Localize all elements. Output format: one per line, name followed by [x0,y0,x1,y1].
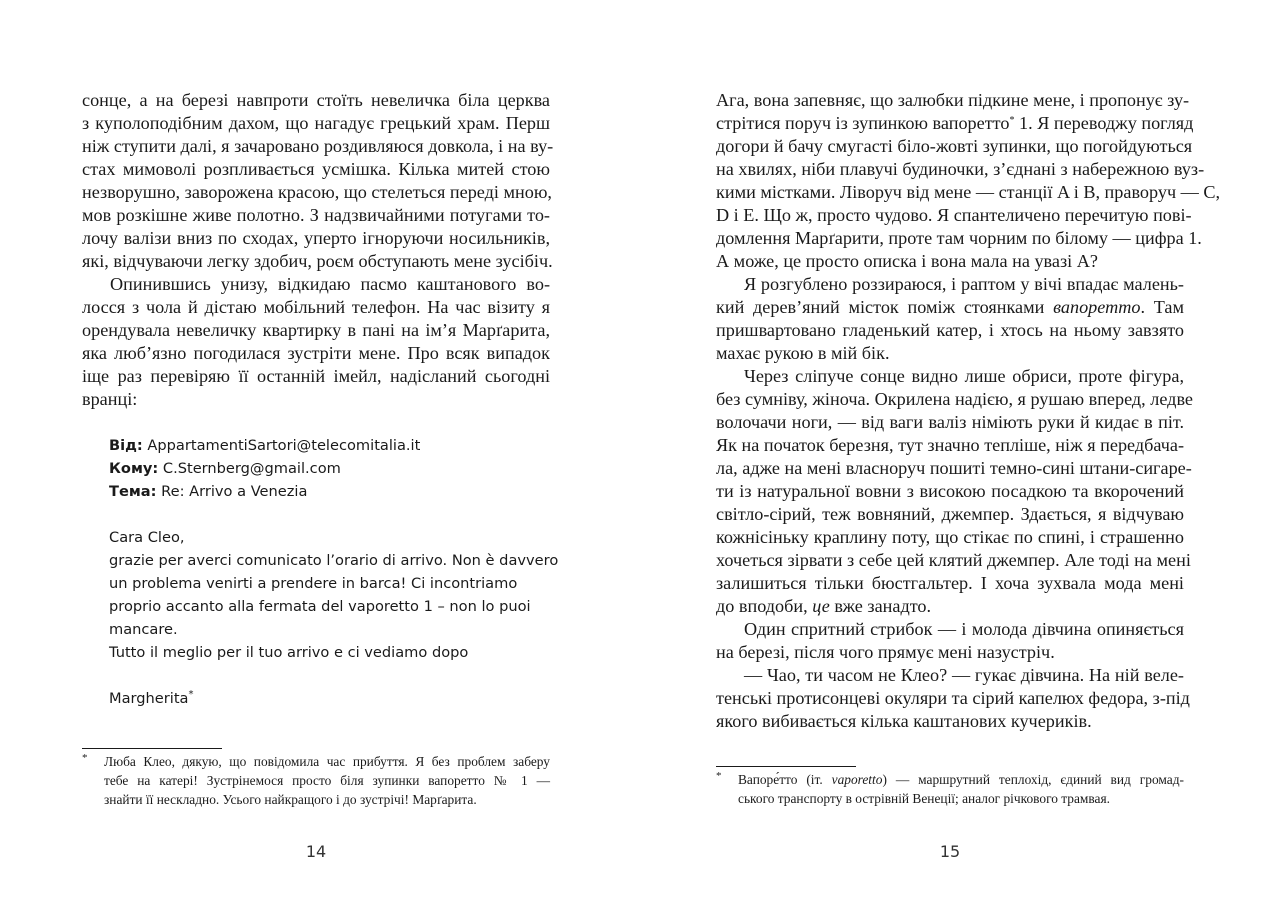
email-subject [109,480,307,503]
text-line: Через сліпуче сонце видно лише обриси, проте фігура, [744,366,1184,386]
text-line: незворушно, заворожена красою, що стелеться переді мною, [82,182,552,202]
text-line: Я розгублено роззираюся, і раптом у вічі впадає малень- [744,274,1184,294]
footnote-rule [82,748,222,749]
right-page [716,0,1221,917]
text-line: ніж ступити далі, я зачаровано роздивляюся довкола, і на ву- [82,136,554,156]
text-line: стах мимоволі розпливається усмішка. Кілька митей стою [82,159,550,179]
text-line: Як на початок березня, тут значно тепліше, ніж я передбача- [716,435,1184,455]
email-body-line: grazie per averci comunicato l’orario di arrivo. Non è davvero [109,552,559,569]
text-segment: вже занадто. [829,596,932,616]
text-line: орендувала невеличку квартирку в пані на ім’я Марґарита, [82,320,550,340]
text-line: махає рукою в мій бік. [716,343,890,363]
text-line [716,595,1184,618]
text-line: які, відчуваючи легку здобич, роєм обступають мене зусібіч. [82,251,553,271]
footnote-line [716,770,1184,789]
text-line: тенські протисонцеві окуляри та сірий капелюх федора, з-під [716,688,1190,708]
email-body-line: Tutto il meglio per il tuo arrivo e ci vediamo dopo [109,644,469,661]
italic-word: vaporetto [831,772,883,787]
text-line [716,112,1194,135]
text-line: якого вибивається кілька каштанових кучериків. [716,711,1092,731]
email-from-value: AppartamentiSartori@telecomitalia.it [147,437,421,454]
footnote-line: тебе на катері! Зустрінемося просто біля зупинки вапоретто № 1 — [104,773,550,788]
email-body-line: mancare. [109,621,178,638]
email-body-line: un problema venirti a prendere in barca! Ci incontriamo [109,575,518,592]
text-line: на березі, після чого прямує мені назустріч. [716,642,1055,662]
text-line: мов розкішне живе полотно. З надзвичайними потугами то- [82,205,550,225]
text-line: Ага, вона запевняє, що залюбки підкине мене, і пропонує зу- [716,90,1190,110]
text-segment: до вподоби, [716,596,808,616]
left-page [82,0,559,917]
email-signature [109,687,194,710]
text-line: сонце, а на березі навпроти стоїть невеличка біла церква [82,90,550,110]
text-line: без сумніву, жіноча. Окрилена надією, я рушаю вперед, ледве [716,389,1193,409]
email-to [109,457,341,480]
text-line: лочу валізи вниз по сходах, уперто ігноруючи носильників, [82,228,550,248]
text-line: вранці: [82,389,138,409]
text-line: кими містками. Ліворуч від мене — станції A і B, праворуч — C, [716,182,1221,202]
email-to-label: Кому: [109,460,159,477]
footnote-mark: * [188,689,194,700]
text-line: — Чао, ти часом не Клео? — гукає дівчина. На ній веле- [744,665,1184,685]
text-segment: кий дерев’яний місток поміж стоянками [716,297,1045,317]
text-line: пришвартовано гладенький катер, і хтось на ньому завзято [716,320,1184,340]
text-line: кожнісіньку краплину поту, що стікає по спині, і страшенно [716,527,1184,547]
text-segment: . Там [1140,297,1184,317]
text-line: хочеться зірвати з себе цей клятий джемпер. Але тоді на мені [716,550,1191,570]
page-number: 14 [305,842,327,861]
text-line: волочачи ноги, — від ваги валіз німіють руки й кидає в піт. [716,412,1184,432]
text-line: домлення Марґарити, проте там чорним по білому — цифра 1. [716,228,1202,248]
footnote [716,770,1184,808]
text-line [716,296,1184,319]
email-from-label: Від: [109,437,143,454]
text-line: світло-сірий, теж вовняний, джемпер. Здається, я відчуваю [716,504,1184,524]
text-line: догори й бачу смугасті біло-жовті зупинки, що погойдуються [716,136,1193,156]
email-body-line: proprio accanto alla fermata del vaporetto 1 – non lo puoi [109,598,531,615]
text-line: з куполоподібним дахом, що нагадує грецький храм. Перш [82,113,550,133]
text-line: ти із натуральної вовни з високою посадкою та вкорочений [716,481,1184,501]
email-from [109,434,420,457]
email-subject-label: Тема: [109,483,157,500]
text-line: яка люб’язно погодилася зустріти мене. Про всяк випадок [82,343,550,363]
italic-word: це [812,596,830,616]
text-line: залишиться тільки бюстгальтер. І хоча зухвала мода мені [716,573,1184,593]
footnote-mark: * [1009,115,1015,126]
text-segment: Вапоре́тто (іт. [738,772,832,787]
text-line: на хвилях, ніби плавучі будиночки, з’єднані з набережною вуз- [716,159,1205,179]
footnote-rule [716,766,856,767]
footnote-mark: * [716,770,722,782]
text-line: D і E. Що ж, просто чудово. Я спантеличено перечитую пові- [716,205,1192,225]
italic-word: вапоретто [1053,297,1141,317]
email-body-line: Cara Cleo, [109,529,185,546]
email-to-value: C.Sternberg@gmail.com [162,460,341,477]
text-line: А може, це просто описка і вона мала на увазі A? [716,251,1098,271]
text-segment: ) — маршрутний теплохід, єдиний вид громад- [882,772,1184,787]
footnote-line: знайти її нескладно. Усього найкращого і до зустрічі! Марґарита. [104,792,477,807]
page-number: 15 [939,842,961,861]
footnote-line: Люба Клео, дякую, що повідомила час прибуття. Я без проблем заберу [104,754,550,769]
text-line: іще раз перевіряю її останній імейл, надісланий сьогодні [82,366,550,386]
text-segment: стрітися поруч із зупинкою вапоретто [716,113,1010,133]
text-segment: 1. Я переводжу погляд [1014,113,1194,133]
footnote-mark: * [82,752,88,764]
text-line: лосся з чола й дістаю мобільний телефон. На час візиту я [82,297,550,317]
footnote [82,752,550,809]
text-line: ла, адже на мені власноруч пошиті темно-сині штани-сигаре- [716,458,1192,478]
signature-name: Margherita [109,690,189,707]
email-subject-value: Re: Arrivo a Venezia [161,483,308,500]
text-line: Опинившись унизу, відкидаю пасмо каштанового во- [110,274,550,294]
footnote-line: ського транспорту в острівній Венеції; аналог річкового трамвая. [738,791,1111,806]
text-line: Один спритний стрибок — і молода дівчина опиняється [744,619,1184,639]
